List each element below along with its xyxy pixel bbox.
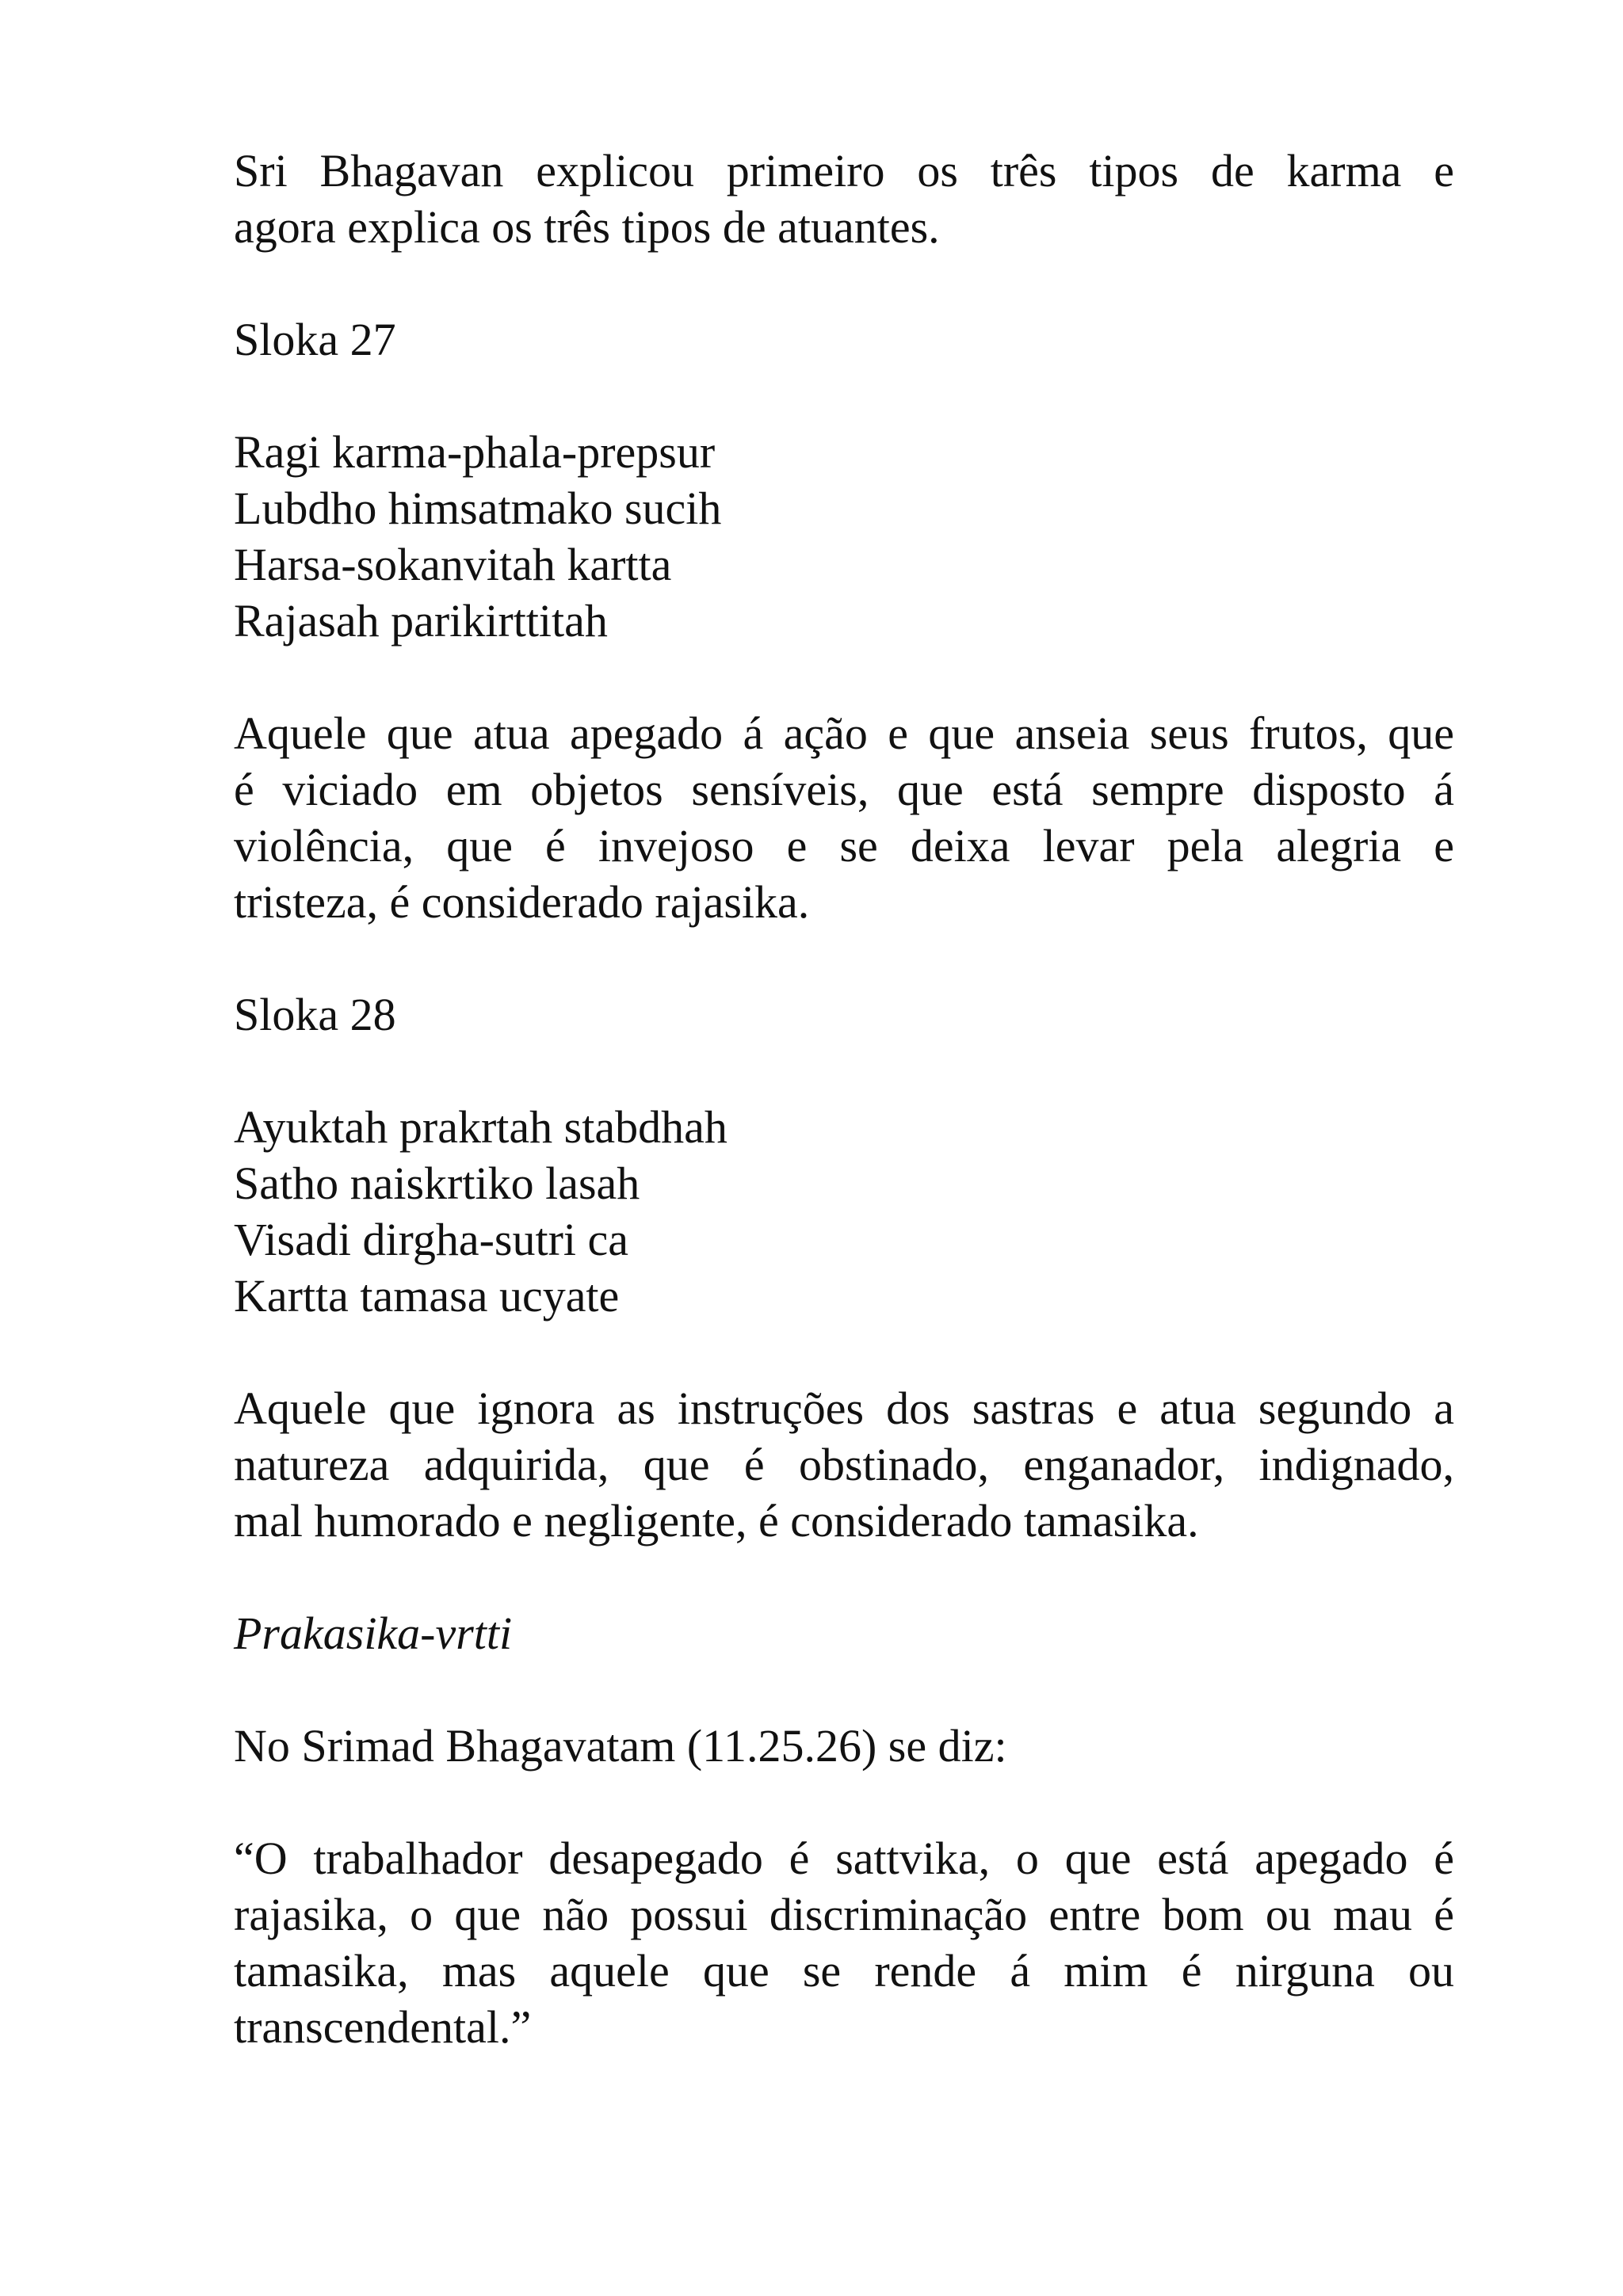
translation-line: violência, que é invejoso e se deixa levar pela alegria e [234,820,1454,871]
verse-line: Kartta tamasa ucyate [234,1270,620,1322]
sloka-27-verse [234,424,1454,649]
sloka-27-heading: Sloka 27 [234,314,396,365]
sloka-28-heading: Sloka 28 [234,989,396,1040]
quote-line: “O trabalhador desapegado é sattvika, o que está apegado é [234,1833,1454,1884]
translation-line: mal humorado e negligente, é considerado tamasika. [234,1495,1199,1547]
translation-line: tristeza, é considerado rajasika. [234,876,810,928]
translation-line: é viciado em objetos sensíveis, que está sempre disposto á [234,764,1454,815]
quote-line: transcendental.” [234,2001,532,2053]
verse-line: Ayuktah prakrtah stabdhah [234,1101,727,1153]
commentary-quote [234,1830,1454,2055]
translation-line: Aquele que ignora as instruções dos sastras e atua segundo a [234,1383,1454,1434]
sloka-27-translation [234,705,1454,930]
sloka-28-verse [234,1099,1454,1324]
verse-line: Harsa-sokanvitah kartta [234,539,672,590]
quote-line: rajasika, o que não possui discriminação entre bom ou mau é [234,1889,1454,1940]
intro-line: Sri Bhagavan explicou primeiro os três tipos de karma e [234,145,1454,196]
intro-line: agora explica os três tipos de atuantes. [234,201,940,253]
commentary-reference: No Srimad Bhagavatam (11.25.26) se diz: [234,1720,1007,1772]
verse-line: Rajasah parikirttitah [234,595,608,646]
quote-line: tamasika, mas aquele que se rende á mim é nirguna ou [234,1945,1454,1997]
verse-line: Lubdho himsatmako sucih [234,482,722,534]
sloka-28-translation [234,1380,1454,1549]
translation-line: natureza adquirida, que é obstinado, enganador, indignado, [234,1439,1454,1490]
verse-line: Satho naiskrtiko lasah [234,1158,640,1209]
document-page [234,143,1454,2055]
commentary-heading: Prakasika-vrtti [234,1608,513,1659]
verse-line: Visadi dirgha-sutri ca [234,1214,628,1265]
translation-line: Aquele que atua apegado á ação e que anseia seus frutos, que [234,707,1454,759]
verse-line: Ragi karma-phala-prepsur [234,426,716,478]
intro-paragraph [234,143,1454,255]
